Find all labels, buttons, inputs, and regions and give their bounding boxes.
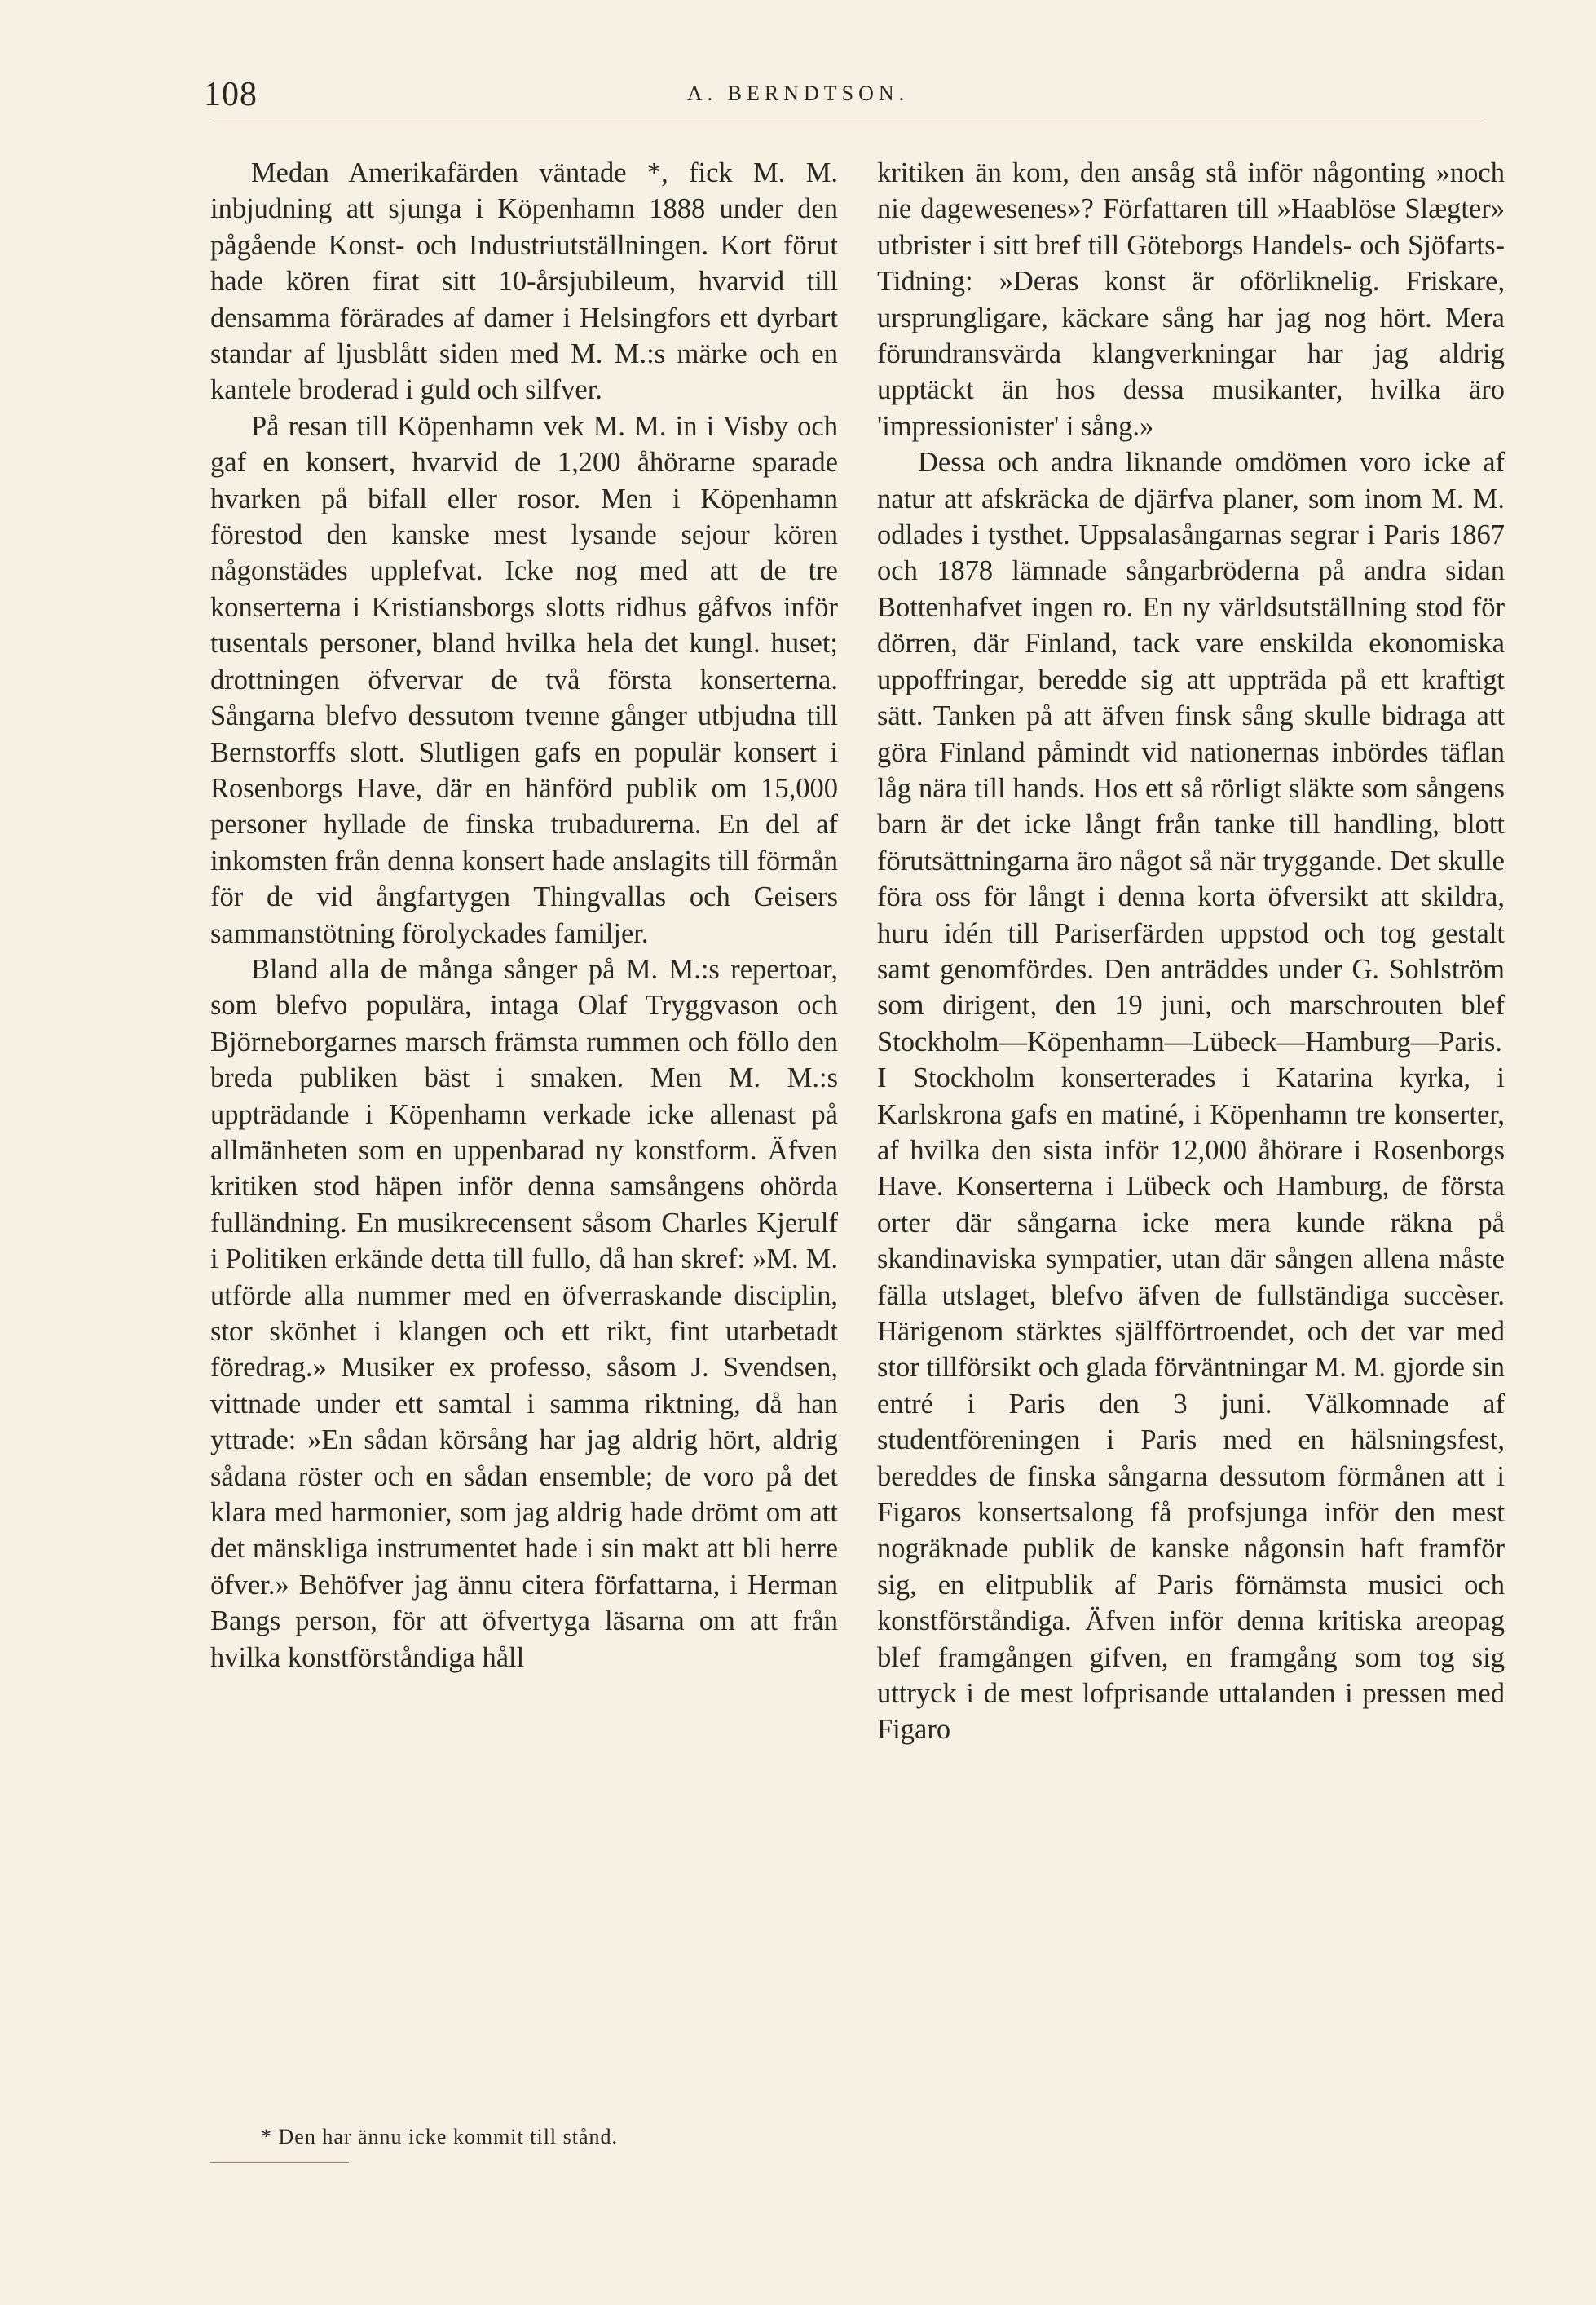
- page-number: 108: [204, 76, 258, 113]
- running-title: A. BERNDTSON.: [686, 82, 910, 105]
- footnote-rule: [210, 2162, 349, 2163]
- paragraph: Medan Amerikafärden väntade *, fick M. M. inbjudning att sjunga i Köpenhamn 1888 under den pågående Konst- och Industriutställningen. Kort förut hade kören firat sitt 10-årsjubileum, hvarvid till densamma förärades af damer i Helsingfors ett dyrbart standar af ljusblått siden med M. M.:s märke och en kantele broderad i guld och silfver.: [210, 157, 838, 406]
- paragraph: Bland alla de många sånger på M. M.:s repertoar, som blefvo populära, intaga Olaf Tryggvason och Björneborgarnes marsch främsta rummen och föllo den breda publiken bäst i smaken. Men M. M.:s uppträdande i Köpenhamn verkade icke allenast på allmänheten som en uppenbarad ny konstform. Äfven kritiken stod häpen inför denna samsångens ohörda fulländning. En musikrecensent såsom Charles Kjerulf i Politiken erkände detta till fullo, då han skref: »M. M. utförde alla nummer med en öfverraskande disciplin, stor skönhet i klangen och ett rikt, fint utarbetadt föredrag.» Musiker ex professo, såsom J. Svendsen, vittnade under ett samtal i samma riktning, då han yttrade: »En sådan körsång har jag aldrig hört, aldrig sådana röster och en sådan ensemble; de voro på det klara med harmonier, som jag aldrig hade drömt om att det mänskliga instrumentet hade i sin makt att bli herre öfver.» Behöfver jag ännu citera författarna, i Herman Bangs person, för att öfvertyga läsarna om att från hvilka konstförståndiga håll: [210, 953, 838, 1673]
- footnote: * Den har ännu icke kommit till stånd.: [261, 2125, 619, 2148]
- paragraph: På resan till Köpenhamn vek M. M. in i Visby och gaf en konsert, hvarvid de 1,200 åhörarne sparade hvarken på bifall eller rosor. Men i Köpenhamn förestod den kanske mest lysande sejour kören någonstädes upplefvat. Icke nog med att de tre konserterna i Kristiansborgs slotts ridhus gåfvos inför tusentals personer, bland hvilka hela det kungl. huset; drottningen öfvervar de två första konserterna. Sångarna blefvo dessutom tvenne gånger utbjudna till Bernstorffs slott. Slutligen gafs en populär konsert i Rosenborgs Have, där en hänförd publik om 15,000 personer hyllade de finska trubadurerna. En del af inkomsten från denna konsert hade anslagits till förmån för de vid ångfartygen Thingvallas och Geisers sammanstötning förolyckades familjer.: [210, 410, 838, 949]
- right-column: [877, 155, 1505, 1748]
- paragraph: Dessa och andra liknande omdömen voro icke af natur att afskräcka de djärfva planer, som inom M. M. odlades i tysthet. Uppsalasångarnas segrar i Paris 1867 och 1878 lämnade sångarbröderna på andra sidan Bottenhafvet ingen ro. En ny världsutställning stod för dörren, där Finland, tack vare enskilda ekonomiska uppoffringar, beredde sig att uppträda på ett kraftigt sätt. Tanken på att äfven finsk sång skulle bidraga att göra Finland påmindt vid nationernas inbördes täflan låg nära till hands. Hos ett så rörligt släkte som sångens barn är det icke långt från tanke till handling, blott förutsättningarna äro något så när tryggande. Det skulle föra oss för långt i denna korta öfversikt att skildra, huru idén till Pariserfärden uppstod och tog gestalt samt genomfördes. Den anträddes under G. Sohlström som dirigent, den 19 juni, och marschrouten blef Stockholm—Köpenhamn—Lübeck—Hamburg—Paris. I Stockholm konserterades i Katarina kyrka, i Karlskrona gafs en matiné, i Köpenhamn tre konserter, af hvilka den sista inför 12,000 åhörare i Rosenborgs Have. Konserterna i Lübeck och Hamburg, de första orter där sångarna icke mera kunde räkna på skandinaviska sympatier, utan där sången allena måste fälla utslaget, blefvo äfven de fullständiga succèser. Härigenom stärktes själfförtroendet, och det var med stor tillförsikt och glada förväntningar M. M. gjorde sin entré i Paris den 3 juni. Välkomnade af studentföreningen i Paris med en hälsningsfest, bereddes de finska sångarna dessutom förmånen att i Figaros konsertsalong få profsjunga inför den mest nogräknade publik de kanske någonsin haft framför sig, en elitpublik af Paris förnämsta musici och konstförståndiga. Äfven inför denna kritiska areopag blef framgången gifven, en framgång som tog sig uttryck i de mest lofprisande uttalanden i pressen med Figaro: [877, 447, 1505, 1746]
- left-column: [210, 155, 838, 1676]
- paragraph: kritiken än kom, den ansåg stå inför någonting »noch nie dagewesenes»? Författaren till »Haablöse Slægter» utbrister i sitt bref till Göteborgs Handels- och Sjöfarts-Tidning: »Deras konst är oförliknelig. Friskare, ursprungligare, käckare sång har jag nog hört. Mera förundransvärda klangverkningar har jag aldrig upptäckt än hos dessa musikanter, hvilka äro 'impressionister' i sång.»: [877, 157, 1505, 442]
